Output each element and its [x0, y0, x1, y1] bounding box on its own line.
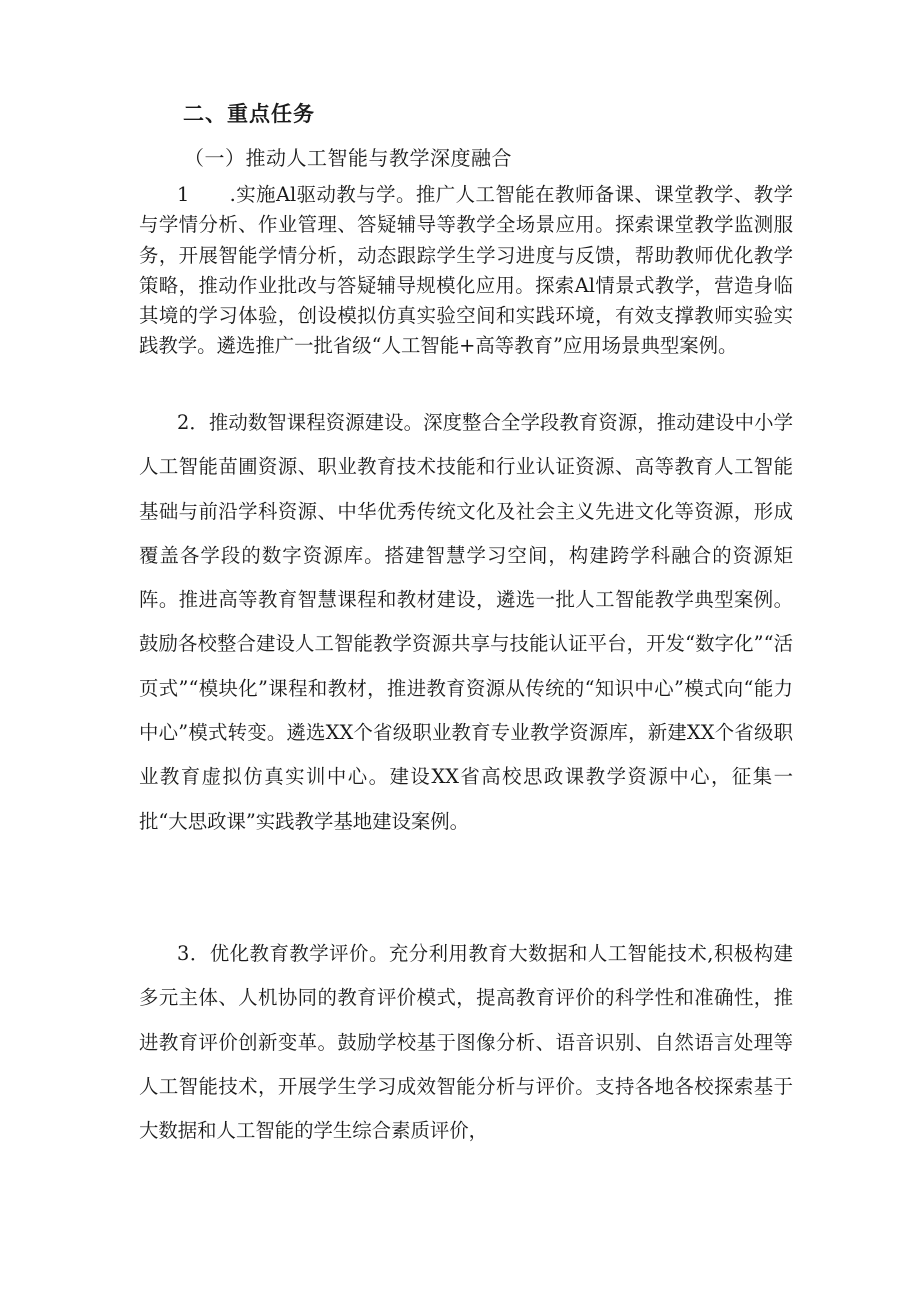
subsection-heading: （一）推动人工智能与教学深度融合	[184, 146, 512, 170]
paragraph-1: 1 .实施Al驱动教与学。推广人工智能在教师备课、课堂教学、教学与学情分析、作业管理、答疑辅导等教学全场景应用。探索课堂教学监测服务，开展智能学情分析，动态跟踪学生学习进度与反馈，帮助教师优化教学策略，推动作业批改与答疑辅导规模化应用。探索Al情景式教学，营造身临其境的学习体验，创设模拟仿真实验空间和实践环境，有效支撑教师实验实践教学。遴选推广一批省级“人工智能+高等教育”应用场景典型案例。	[139, 183, 793, 358]
section-heading: 二、重点任务	[183, 101, 315, 126]
paragraph-2: 2．推动数智课程资源建设。深度整合全学段教育资源，推动建设中小学人工智能苗圃资源、职业教育技术技能和行业认证资源、高等教育人工智能基础与前沿学科资源、中华优秀传统文化及社会主义先进文化等资源，形成覆盖各学段的数字资源库。搭建智慧学习空间，构建跨学科融合的资源矩阵。推进高等教育智慧课程和教材建设，遴选一批人工智能教学典型案例。鼓励各校整合建设人工智能教学资源共享与技能认证平台，开发“数字化”“活页式”“模块化”课程和教材，推进教育资源从传统的“知识中心”模式向“能力中心”模式转变。遴选XX个省级职业教育专业教学资源库，新建XX个省级职业教育虚拟仿真实训中心。建设XX省高校思政课教学资源中心，征集一批“大思政课”实践教学基地建设案例。	[139, 411, 793, 833]
paragraph-3: 3．优化教育教学评价。充分利用教育大数据和人工智能技术,积极构建多元主体、人机协同的教育评价模式，提高教育评价的科学性和准确性，推进教育评价创新变革。鼓励学校基于图像分析、语音识别、自然语言处理等人工智能技术，开展学生学习成效智能分析与评价。支持各地各校探索基于大数据和人工智能的学生综合素质评价，	[139, 942, 793, 1143]
